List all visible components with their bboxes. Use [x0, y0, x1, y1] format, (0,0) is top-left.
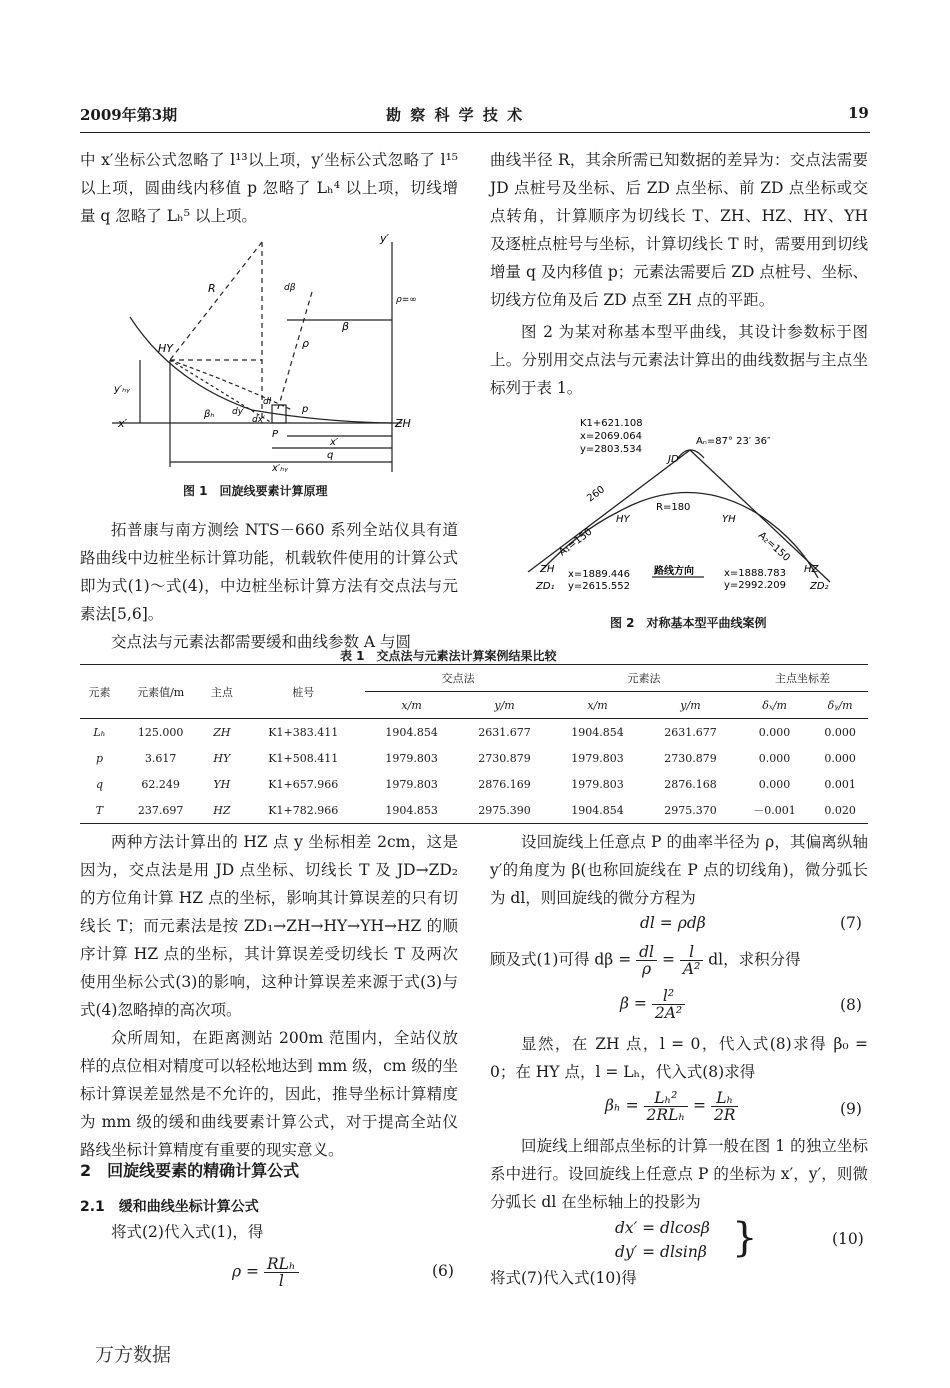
- eq8-number: (8): [840, 996, 862, 1014]
- right-col-top: [490, 146, 868, 402]
- eq10-brace: }: [732, 1215, 758, 1261]
- th-elem: 元素: [80, 665, 119, 719]
- left-paragraph-3: 交点法与元素法都需要缓和曲线参数 A 与圆: [111, 633, 412, 651]
- table-cell: 0.000: [758, 725, 791, 739]
- eq6-den: l: [278, 1272, 284, 1290]
- th-station: 桩号: [241, 665, 365, 719]
- fig1-label-rho-inf: ρ=∞: [396, 295, 417, 305]
- table-cell: 2975.370: [644, 797, 737, 824]
- table-cell: T: [80, 797, 119, 824]
- lower-left-paragraph-3: 将式(2)代入式(1)，得: [111, 1223, 264, 1241]
- table-cell: K1+782.966: [241, 797, 365, 824]
- eq9-eq: =: [693, 1096, 706, 1115]
- header-journal: 勘 察 科 学 技 术: [386, 106, 525, 124]
- table-cell: 125.000: [137, 725, 184, 739]
- table-cell: 2876.169: [478, 777, 531, 791]
- eq10-line-a: dx′ = dlcosβ: [615, 1219, 710, 1237]
- th-jd-method: 交点法: [365, 665, 551, 692]
- fig1-label-yhy: y′ₕᵧ: [114, 384, 130, 395]
- table-cell: 1979.803: [385, 751, 438, 765]
- lower-left-paragraph-2: 众所周知，在距离测站 200m 范围内，全站仪放样的点位相对精度可以轻松地达到 mm 级，cm 级的坐标计算误差显然是不允许的，因此，推导坐标计算精度为 mm 级的缓和曲线要素计算公式，对于提高全站仪路线坐标计算精度有重要的现实意义。: [80, 1029, 458, 1159]
- lower-right-col-5: [490, 1264, 868, 1292]
- th-jd-x: x/m: [365, 692, 458, 719]
- fig2-jd-x: x=2069.064: [580, 431, 643, 442]
- table-cell: 1904.853: [365, 797, 458, 824]
- fig1-label-P: P: [272, 429, 279, 440]
- table-cell: 1979.803: [571, 777, 624, 791]
- th-elem-method: 元素法: [551, 665, 737, 692]
- th-point: 主点: [202, 665, 241, 719]
- eq10-number: (10): [832, 1230, 864, 1248]
- right-paragraph-1: 曲线半径 R，其余所需已知数据的差异为：交点法需要 JD 点桩号及坐标、后 ZD 点坐标、前 ZD 点坐标或交点转角，计算顺序为切线长 T、ZH、HZ、HY、YH 及逐桩点桩号与坐标，计算切线长 T 时，需要用到切线增量 q 及内移值 p；元素法需要后 ZD 点桩号、坐标、切线方位角及后 ZD 点至 ZH 点的平距。: [490, 151, 868, 309]
- table-cell: 2631.677: [478, 725, 531, 739]
- table-cell: －0.001: [737, 797, 812, 824]
- fig1-label-xhy: x′ₕᵧ: [272, 463, 288, 472]
- fig2-hy: HY: [616, 514, 630, 525]
- table-cell: 2730.879: [478, 751, 531, 765]
- table-row: [80, 745, 868, 771]
- th-diff: 主点坐标差: [737, 665, 868, 692]
- p2-text-a: 顾及式(1)可得 dβ =: [490, 950, 632, 969]
- table-cell: 2631.677: [664, 725, 717, 739]
- table-cell: K1+383.411: [268, 725, 339, 739]
- section-2-heading: 2 回旋线要素的精确计算公式: [80, 1161, 300, 1180]
- fig1-label-dx: dx′: [252, 415, 266, 425]
- circle-arc: [170, 360, 292, 410]
- eq6-number: (6): [432, 1262, 454, 1280]
- table-cell: q: [95, 777, 103, 791]
- p2-frac2-num: l: [680, 944, 703, 961]
- fig1-label-beta-h: βₕ: [204, 409, 215, 420]
- p2-frac1-den: ρ: [642, 960, 652, 978]
- radius-line: [170, 242, 262, 360]
- rho-line: [277, 292, 312, 412]
- eq6-num: RLₕ: [264, 1256, 299, 1273]
- table-cell: HZ: [202, 797, 241, 824]
- fig2-jd-y: y=2803.534: [580, 444, 643, 455]
- p2-frac2-den: A²: [682, 960, 701, 978]
- table-cell: 0.001: [824, 777, 856, 791]
- eq6-lhs: ρ =: [232, 1262, 260, 1281]
- th-dx: δₓ/m: [737, 692, 812, 719]
- table-row: [80, 719, 868, 746]
- fig2-len260: 260: [585, 484, 608, 505]
- fig1-label-p: p: [302, 404, 309, 415]
- table-cell: 1904.854: [571, 725, 624, 739]
- table-cell: 0.000: [758, 751, 791, 765]
- lower-right-col-4: [490, 1132, 868, 1216]
- left-col-mid: [80, 516, 458, 656]
- left-col-top: [80, 146, 458, 230]
- table-cell: 1904.854: [551, 797, 644, 824]
- table-cell: 2975.390: [458, 797, 551, 824]
- fig2-direction: 路线方向: [654, 566, 694, 577]
- fig2-hz-y: y=2992.209: [724, 580, 787, 591]
- eq9-number: (9): [840, 1100, 862, 1118]
- fig2-hz: HZ: [804, 564, 819, 575]
- fig2-zh-y: y=2615.552: [568, 581, 631, 592]
- th-el-y: y/m: [644, 692, 737, 719]
- fig2-jd: JD: [668, 454, 679, 465]
- fig1-label-rho: ρ: [302, 337, 309, 350]
- table-1: [80, 664, 868, 824]
- lower-right-col-3: [490, 1030, 868, 1086]
- table-body: [80, 719, 868, 824]
- fig1-label-dl: dl: [263, 397, 272, 407]
- fig1-label-xaxis: x′: [118, 417, 128, 430]
- table-cell: 3.617: [144, 751, 177, 765]
- table-row: [80, 797, 868, 824]
- lower-left-col-2: [80, 1218, 458, 1246]
- table-cell: 0.000: [824, 751, 856, 765]
- tangent-line: [170, 360, 272, 423]
- table-row: [80, 771, 868, 797]
- lower-left-col: [80, 828, 458, 1164]
- eq9-f2-num: Lₕ: [711, 1090, 739, 1107]
- table-cell: 237.697: [119, 797, 202, 824]
- table-1-title: 表 1 交点法与元素法计算案例结果比较: [340, 649, 557, 663]
- p2-eq: =: [661, 950, 675, 969]
- equation-9: [605, 1090, 738, 1123]
- figure-2-diagram: [518, 412, 858, 594]
- lower-right-paragraph-1: 设回旋线上任意点 P 的曲率半径为 ρ，其偏离纵轴 y′的角度为 β(也称回旋线在 P 点的切线角)，微分弧长为 dl，则回旋线的微分方程为: [490, 833, 868, 907]
- fig1-label-dy: dy′: [232, 407, 246, 417]
- th-value: 元素值/m: [119, 665, 202, 719]
- table-cell: 1979.803: [385, 777, 438, 791]
- eq9-f2-den: 2R: [713, 1106, 736, 1124]
- fig1-label-q: q: [327, 450, 334, 461]
- table-cell: 0.000: [758, 777, 791, 791]
- equation-7: dl = ρdβ: [640, 914, 706, 932]
- equation-6: [232, 1256, 299, 1289]
- fig2-zd1: ZD₁: [536, 581, 555, 592]
- figure-2-caption: 图 2 对称基本型平曲线案例: [610, 616, 767, 630]
- table-cell: YH: [213, 777, 231, 791]
- eq8-lhs: β =: [620, 994, 647, 1013]
- eq9-lhs: βₕ =: [605, 1096, 639, 1115]
- lower-left-paragraph-1: 两种方法计算出的 HZ 点 y 坐标相差 2cm，这是因为，交点法是用 JD 点坐标、切线长 T 及 JD→ZD₂ 的方位角计算 HZ 点的坐标，影响其计算误差的只有切线长 T；而元素法是按 ZD₁→ZH→HY→YH→HZ 的顺序计算 HZ 点的坐标，其计算误差受切线长 T 及两次使用坐标公式(3)的影响，这种计算误差来源于式(3)与式(4)忽略掉的高次项。: [80, 833, 458, 1019]
- table-cell: 0.000: [824, 725, 856, 739]
- fig2-hz-x: x=1888.783: [724, 568, 787, 579]
- fig2-zh-x: x=1889.446: [568, 569, 631, 580]
- fig2-angle: Aₙ=87° 23′ 36″: [696, 436, 771, 447]
- equation-10: [615, 1216, 710, 1264]
- header-page-number: 19: [848, 104, 869, 122]
- equation-8: [620, 988, 685, 1021]
- fig2-zd2: ZD₂: [810, 581, 829, 592]
- eq9-f1-den: 2RLₕ: [646, 1106, 686, 1124]
- table-cell: 62.249: [141, 777, 180, 791]
- left-paragraph-1: 中 x′坐标公式忽略了 l¹³以上项，y′坐标公式忽略了 l¹⁵以上项，圆曲线内移值 p 忽略了 Lₕ⁴ 以上项，切线增量 q 忽略了 Lₕ⁵ 以上项。: [80, 151, 458, 225]
- header-rule: [80, 132, 870, 133]
- th-jd-y: y/m: [458, 692, 551, 719]
- fig2-a2: A₂=150: [755, 530, 792, 564]
- header-issue: 2009年第3期: [80, 106, 178, 124]
- eq9-f1-num: Lₕ²: [644, 1090, 689, 1107]
- th-dy: δᵧ/m: [812, 692, 868, 719]
- fig1-label-dbeta: dβ: [284, 283, 296, 293]
- lower-right-paragraph-5: 将式(7)代入式(10)得: [490, 1269, 637, 1287]
- table-cell: 1904.854: [385, 725, 438, 739]
- table-cell: ZH: [213, 725, 231, 739]
- fig2-yh: YH: [722, 514, 736, 525]
- table-cell: Lₕ: [93, 725, 106, 739]
- left-paragraph-2: 拓普康与南方测绘 NTS－660 系列全站仪具有道路曲线中边桩坐标计算功能，机载软件使用的计算公式即为式(1)～式(4)，中边桩坐标计算方法有交点法与元素法[5,6]。: [80, 521, 458, 623]
- table-cell: HY: [213, 751, 231, 765]
- table-cell: K1+508.411: [268, 751, 339, 765]
- lower-right-paragraph-4: 回旋线上细部点坐标的计算一般在图 1 的独立坐标系中进行。设回旋线上任意点 P 的坐标为 x′，y′，则微分弧长 dl 在坐标轴上的投影为: [490, 1137, 868, 1211]
- right-paragraph-2: 图 2 为某对称基本型平曲线，其设计参数标于图上。分别用交点法与元素法计算出的曲线数据与主点坐标列于表 1。: [490, 323, 868, 397]
- table-cell: 0.020: [812, 797, 868, 824]
- eq8-den: 2A²: [654, 1004, 683, 1022]
- fig1-label-zh: ZH: [395, 417, 411, 430]
- table-cell: p: [95, 751, 103, 765]
- eq8-num: l²: [652, 988, 685, 1005]
- fig2-r180: R=180: [656, 502, 691, 513]
- fig2-jd-station: K1+621.108: [580, 418, 643, 429]
- p2-text-b: dl，求积分得: [708, 950, 801, 969]
- table-cell: 2730.879: [664, 751, 717, 765]
- lower-right-paragraph-3: 显然，在 ZH 点，l = 0，代入式(8)求得 β₀ = 0；在 HY 点，l = Lₕ，代入式(8)求得: [490, 1035, 868, 1081]
- fig1-label-yaxis: y′: [380, 232, 390, 245]
- p2-frac1-num: dl: [636, 944, 657, 961]
- fig1-label-x: x′: [330, 437, 339, 448]
- fig2-a1: A₁=150: [557, 526, 595, 559]
- fig1-label-hy: HY: [158, 342, 173, 355]
- clothoid-curve: [130, 317, 392, 423]
- figure-1-caption: 图 1 回旋线要素计算原理: [183, 484, 328, 498]
- fig1-label-r: R: [208, 282, 216, 295]
- fig1-label-beta: β: [342, 320, 350, 333]
- footer-watermark: 万方数据: [95, 1344, 172, 1366]
- section-2-1-heading: 2.1 缓和曲线坐标计算公式: [80, 1199, 259, 1215]
- lower-right-paragraph-2: [490, 944, 801, 977]
- lower-right-col: [490, 828, 868, 912]
- th-el-x: x/m: [551, 692, 644, 719]
- figure-1-diagram: [112, 232, 432, 472]
- eq10-line-b: dy′ = dlsinβ: [615, 1243, 707, 1261]
- table-cell: K1+657.966: [268, 777, 339, 791]
- eq7-number: (7): [840, 914, 862, 932]
- table-cell: 2876.168: [664, 777, 717, 791]
- fig2-zh: ZH: [540, 564, 555, 575]
- table-cell: 1979.803: [571, 751, 624, 765]
